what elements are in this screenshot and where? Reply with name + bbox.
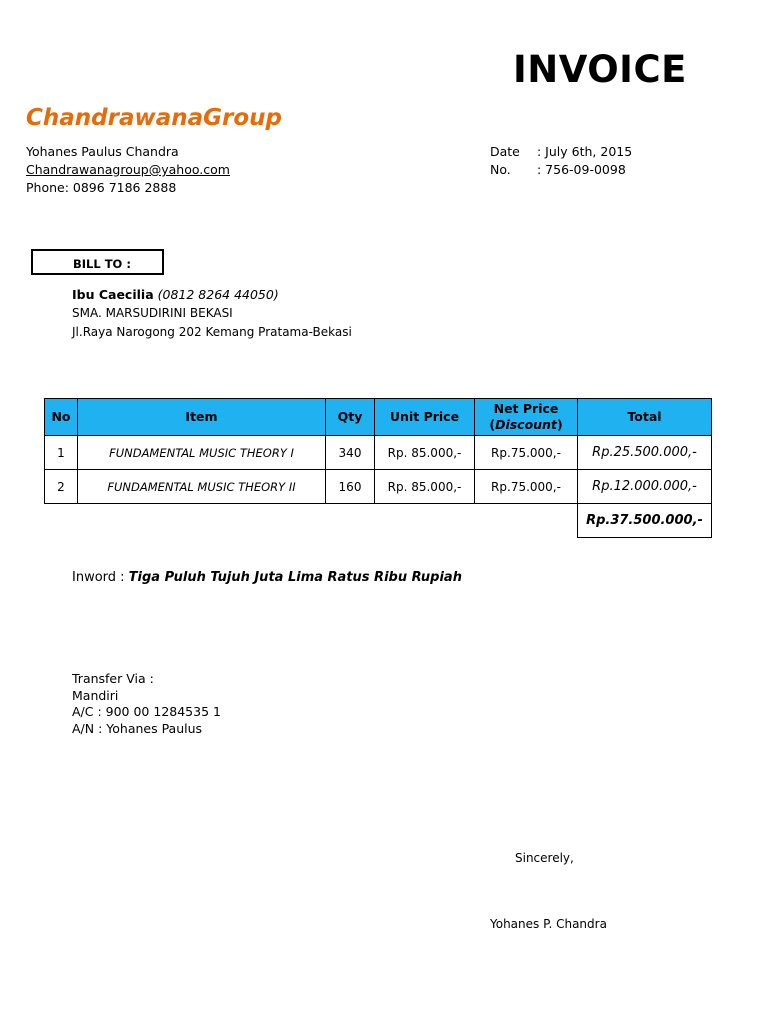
net-price-sub-label: Discount [495,417,557,432]
sender-email-link[interactable]: Chandrawanagroup@yahoo.com [26,162,230,177]
col-header-total: Total [578,399,712,436]
customer-address: Jl.Raya Narogong 202 Kemang Pratama-Bekasi [72,325,352,339]
grand-total-row [45,504,712,538]
col-header-no: No [45,399,78,436]
cell-net-price: Rp.75.000,- [475,436,578,470]
col-header-unit-price: Unit Price [375,399,475,436]
transfer-title: Transfer Via : [72,671,154,686]
cell-qty: 340 [326,436,375,470]
cell-item: FUNDAMENTAL MUSIC THEORY I [78,436,326,470]
customer-line [72,287,279,302]
table-header-row [45,399,712,436]
account-number: A/C : 900 00 1284535 1 [72,704,221,719]
cell-total: Rp.12.000.000,- [578,470,712,504]
inword-line [72,570,462,585]
grand-total-value: Rp.37.500.000,- [578,504,712,538]
col-header-qty: Qty [326,399,375,436]
cell-item: FUNDAMENTAL MUSIC THEORY II [78,470,326,504]
account-name: A/N : Yohanes Paulus [72,721,203,736]
cell-no: 2 [45,470,78,504]
invoice-number-value: : 756-09-0098 [537,162,626,177]
cell-qty: 160 [326,470,375,504]
invoice-number-label: No. [490,162,511,177]
cell-net-price: Rp.75.000,- [475,470,578,504]
table-row [45,436,712,470]
signer-name: Yohanes P. Chandra [490,917,607,931]
date-label: Date [490,144,520,159]
bill-to-box [31,249,164,275]
net-price-label: Net Price [493,401,559,416]
inword-value: Tiga Puluh Tujuh Juta Lima Ratus Ribu Rupiah [128,570,462,585]
cell-unit-price: Rp. 85.000,- [375,436,475,470]
customer-name: Ibu Caecilia [72,287,154,302]
closing-sincerely: Sincerely, [515,851,574,865]
customer-phone: (0812 8264 44050) [157,287,279,302]
bank-name: Mandiri [72,688,119,703]
items-table [44,398,712,538]
company-brand: ChandrawanaGroup [26,105,282,131]
date-value: : July 6th, 2015 [537,144,633,159]
col-header-item: Item [78,399,326,436]
cell-total: Rp.25.500.000,- [578,436,712,470]
invoice-title: INVOICE [513,48,687,91]
customer-school: SMA. MARSUDIRINI BEKASI [72,306,233,320]
table-row [45,470,712,504]
cell-no: 1 [45,436,78,470]
sender-name: Yohanes Paulus Chandra [26,144,179,159]
sender-phone: Phone: 0896 7186 2888 [26,180,177,195]
inword-label: Inword : [72,570,129,585]
cell-unit-price: Rp. 85.000,- [375,470,475,504]
grand-total-spacer [45,504,578,538]
col-header-net-price: Net Price (Discount) [475,399,578,436]
bill-to-label: BILL TO : [73,257,131,271]
